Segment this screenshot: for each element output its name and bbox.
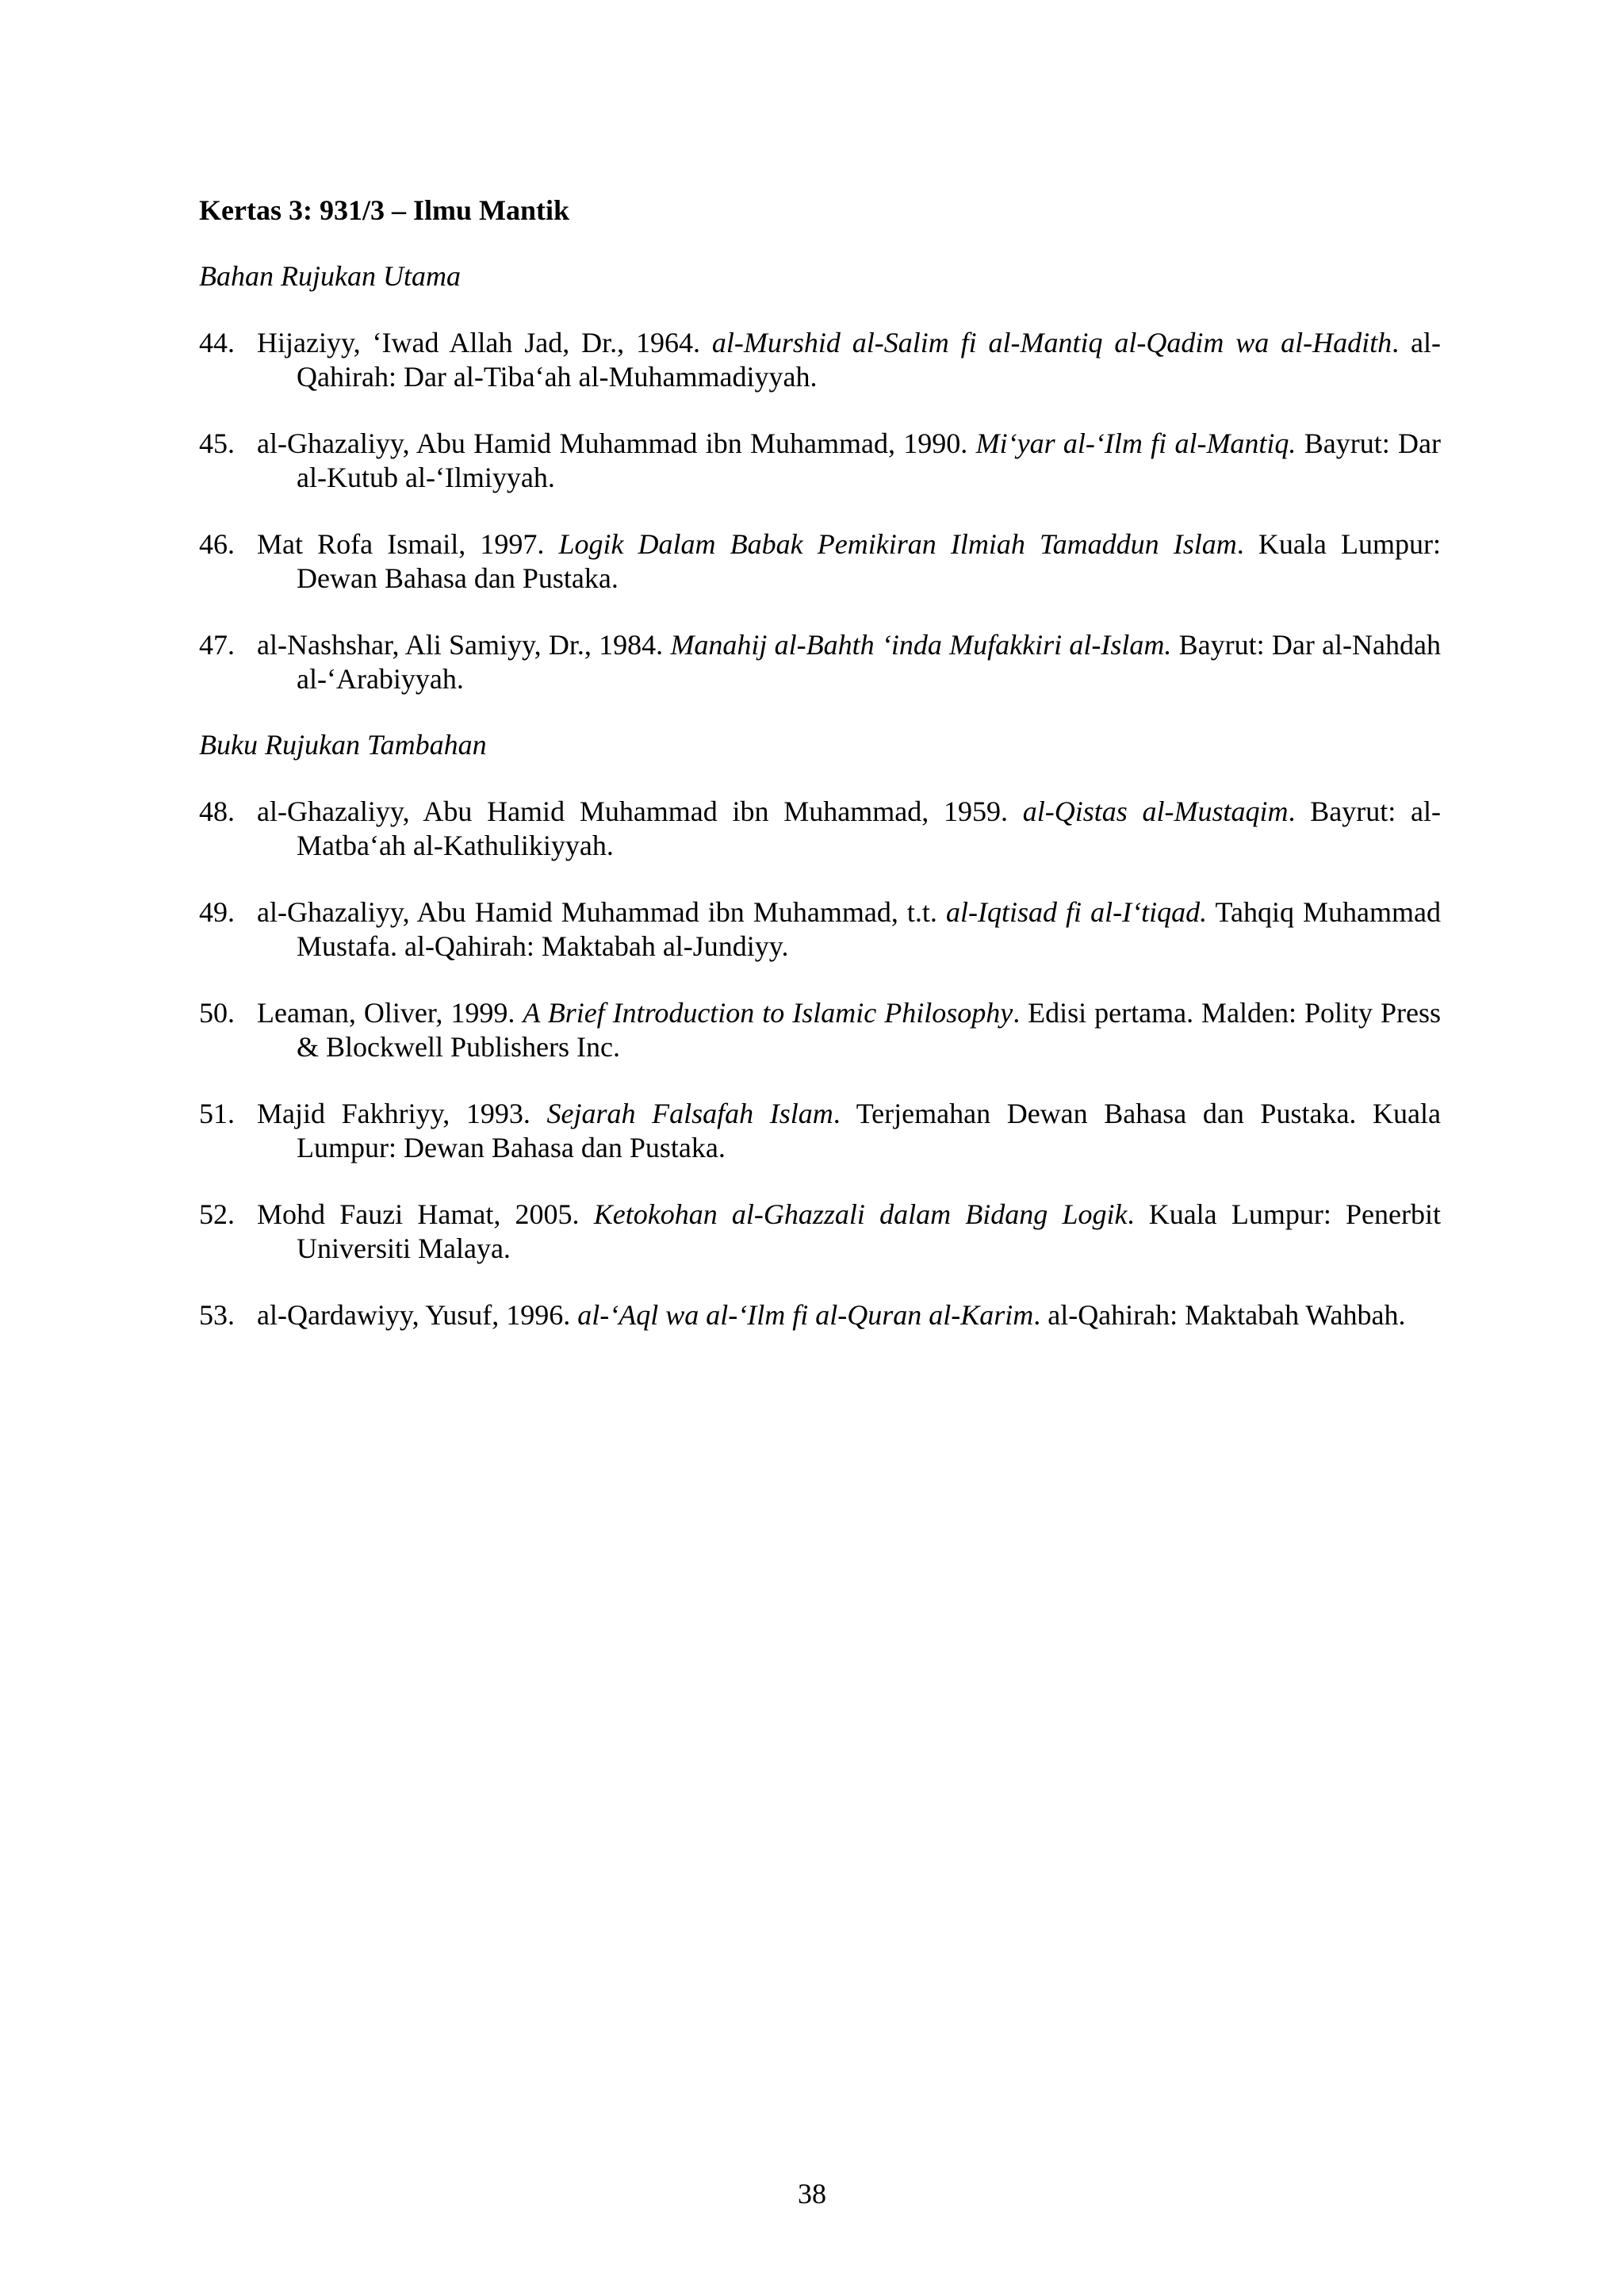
reference-publisher: . al-Qahirah: Dar al-Tiba‘ah al-Muhammadiyyah. — [297, 327, 1441, 393]
reference-lead: al-Ghazaliyy, Abu Hamid Muhammad ibn Muhammad, 1959. — [257, 795, 1023, 827]
reference-title: al-Iqtisad fi al-I‘tiqad. — [945, 896, 1208, 928]
reference-number: 48. — [199, 795, 235, 827]
reference-lead: al-Ghazaliyy, Abu Hamid Muhammad ibn Muhammad, 1990. — [257, 427, 976, 459]
reference-publisher: . Bayrut: al-Matba‘ah al-Kathulikiyyah. — [297, 795, 1441, 861]
reference-publisher: . al-Qahirah: Maktabah Wahbah. — [1033, 1299, 1406, 1331]
reference-text — [257, 996, 1441, 1064]
reference-number: 47. — [199, 629, 235, 661]
reference-number: 50. — [199, 997, 235, 1029]
reference-item — [199, 628, 1441, 696]
reference-title: Ketokohan al-Ghazzali dalam Bidang Logik — [593, 1198, 1128, 1230]
reference-item — [199, 527, 1441, 596]
reference-title: Logik Dalam Babak Pemikiran Ilmiah Tamaddun Islam — [558, 528, 1237, 560]
reference-text — [257, 427, 1441, 495]
reference-number: 49. — [199, 896, 235, 928]
reference-title: al-Murshid al-Salim fi al-Mantiq al-Qadim wa al-Hadith — [711, 327, 1392, 358]
page-number: 38 — [798, 2178, 826, 2210]
reference-number: 51. — [199, 1098, 235, 1129]
reference-publisher: Tahqiq Muhammad Mustafa. al-Qahirah: Maktabah al-Jundiyy. — [297, 896, 1442, 962]
reference-item — [199, 427, 1441, 495]
section-title-supplementary: Buku Rujukan Tambahan — [199, 729, 487, 761]
reference-lead: al-Qardawiyy, Yusuf, 1996. — [257, 1299, 578, 1331]
reference-text — [257, 1097, 1441, 1165]
reference-text — [257, 1198, 1441, 1266]
reference-lead: Mat Rofa Ismail, 1997. — [257, 528, 559, 560]
reference-lead: al-Ghazaliyy, Abu Hamid Muhammad ibn Muhammad, t.t. — [257, 896, 946, 928]
reference-list-primary — [199, 326, 1441, 696]
reference-text — [257, 795, 1441, 863]
reference-publisher: . Kuala Lumpur: Dewan Bahasa dan Pustaka. — [297, 528, 1441, 594]
reference-number: 52. — [199, 1198, 235, 1230]
reference-item — [199, 326, 1441, 394]
reference-text — [257, 527, 1441, 596]
reference-item — [199, 1097, 1441, 1165]
reference-title: Sejarah Falsafah Islam — [546, 1098, 833, 1129]
paper-heading: Kertas 3: 931/3 – Ilmu Mantik — [199, 194, 569, 226]
reference-lead: Hijaziyy, ‘Iwad Allah Jad, Dr., 1964. — [257, 327, 712, 358]
reference-publisher: . Terjemahan Dewan Bahasa dan Pustaka. Kuala Lumpur: Dewan Bahasa dan Pustaka. — [297, 1098, 1441, 1163]
reference-text — [257, 895, 1441, 964]
reference-text — [257, 1298, 1441, 1332]
reference-publisher: . Edisi pertama. Malden: Polity Press & Blockwell Publishers Inc. — [297, 997, 1442, 1063]
reference-number: 45. — [199, 427, 235, 459]
reference-title: Mi‘yar al-‘Ilm fi al-Mantiq. — [975, 427, 1297, 459]
reference-publisher: Bayrut: Dar al-Nahdah al-‘Arabiyyah. — [297, 629, 1442, 695]
reference-title: Manahij al-Bahth ‘inda Mufakkiri al-Islam. — [670, 629, 1172, 661]
reference-publisher: . Kuala Lumpur: Penerbit Universiti Malaya. — [297, 1198, 1441, 1264]
reference-item — [199, 795, 1441, 863]
reference-lead: Mohd Fauzi Hamat, 2005. — [257, 1198, 594, 1230]
page-content — [199, 194, 1441, 1364]
section-title-primary: Bahan Rujukan Utama — [199, 260, 461, 292]
reference-title: al-Qistas al-Mustaqim — [1022, 795, 1289, 827]
reference-text — [257, 326, 1441, 394]
reference-item — [199, 996, 1441, 1064]
reference-title: al-‘Aql wa al-‘Ilm fi al-Quran al-Karim — [577, 1299, 1034, 1331]
reference-lead: Leaman, Oliver, 1999. — [257, 997, 523, 1029]
reference-number: 53. — [199, 1299, 235, 1331]
reference-title: A Brief Introduction to Islamic Philosophy — [523, 997, 1013, 1029]
reference-lead: al-Nashshar, Ali Samiyy, Dr., 1984. — [257, 629, 671, 661]
reference-item — [199, 895, 1441, 964]
reference-list-supplementary — [199, 795, 1441, 1332]
reference-item — [199, 1298, 1441, 1332]
reference-publisher: Bayrut: Dar al-Kutub al-‘Ilmiyyah. — [297, 427, 1441, 493]
reference-text — [257, 628, 1441, 696]
reference-lead: Majid Fakhriyy, 1993. — [257, 1098, 547, 1129]
reference-number: 46. — [199, 528, 235, 560]
reference-item — [199, 1198, 1441, 1266]
reference-number: 44. — [199, 327, 235, 358]
